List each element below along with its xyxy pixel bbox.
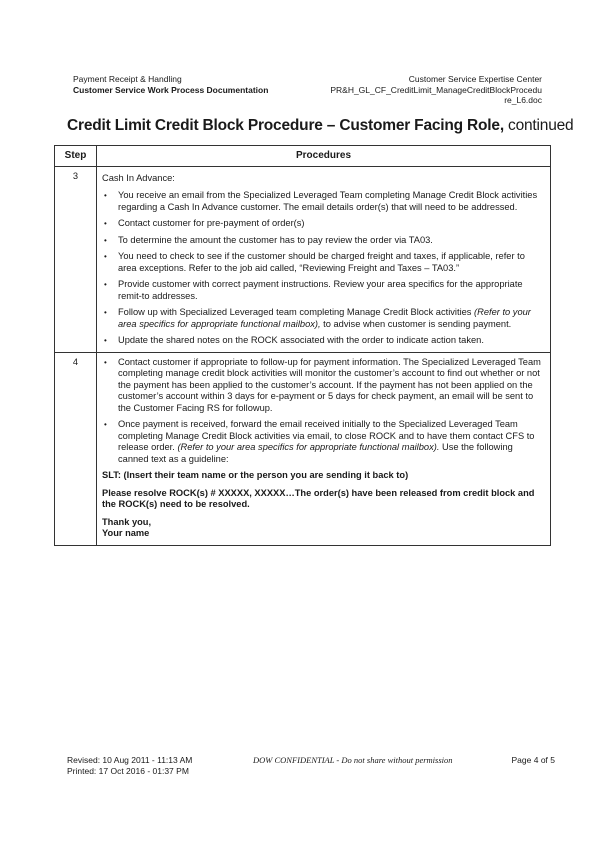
list-item [102, 307, 542, 330]
page-title [67, 117, 573, 135]
header-center-name: Customer Service Expertise Center [408, 74, 542, 84]
footer-dates [67, 755, 192, 777]
list-item [102, 419, 542, 465]
table-row [55, 166, 551, 352]
column-header-step: Step [55, 146, 97, 167]
list-item: • You receive an email from the Specialized Leveraged Team completing Manage Credit Block activities regarding a Cash In Advance customer. The email details order(s) that will need to be addressed. [102, 190, 542, 213]
canned-text-resolve: Please resolve ROCK(s) # XXXXX, XXXXX…The order(s) have been released from credit block and the ROCK(s) need to be resolved. [102, 487, 535, 509]
table-row [55, 352, 551, 545]
header-filename-cont: re_L6.doc [504, 95, 542, 105]
list-item-text: to advise when customer is sending payment. [320, 318, 512, 329]
page-title-continued: continued [503, 117, 574, 134]
footer-page-number: Page 4 of 5 [511, 755, 555, 765]
procedure-cell [97, 166, 551, 352]
table-header-row [55, 146, 551, 167]
header-filename: PR&H_GL_CF_CreditLimit_ManageCreditBlockProcedu [330, 84, 542, 95]
list-item: • Contact customer if appropriate to follow-up for payment information. The Specialized Leveraged Team completing manage credit block activities will monitor the customer’s account to find out whether or not the payment has been applied to the customer’s account. If the payment has not been applied on the customer’s account within 3 days for e-payment or 5 days for check payment, an email will be sent to the Customer Facing RS for followup. [102, 357, 542, 415]
procedure-list [102, 190, 542, 347]
canned-text-thanks: Thank you, [102, 516, 152, 527]
header-section-name: Payment Receipt & Handling [73, 74, 182, 84]
header-left [73, 74, 268, 95]
header-doc-type: Customer Service Work Process Documentation [73, 84, 269, 95]
footer-confidential: DOW CONFIDENTIAL - Do not share without permission [253, 755, 453, 765]
header-right [330, 74, 542, 106]
procedure-intro: Cash In Advance: [102, 172, 175, 183]
procedure-cell [97, 352, 551, 545]
canned-text-slt: SLT: (Insert their team name or the person you are sending it back to) [102, 470, 409, 480]
list-item: • Update the shared notes on the ROCK associated with the order to indicate action taken. [102, 335, 542, 347]
list-item-text: Once payment is received, forward the email received initially to the Specialized Leveraged Team completing Manage Credit Block activities via email, to close ROCK and to have them contact CFS to release order. [118, 419, 535, 452]
list-item: • To determine the amount the customer has to pay review the order via TA03. [102, 235, 542, 247]
procedure-table [54, 145, 551, 546]
procedure-list [102, 357, 542, 466]
list-item: • You need to check to see if the customer should be charged freight and taxes, if applicable, refer to area exceptions. Refer to the job aid called, “Reviewing Freight and Taxes – TA03.” [102, 251, 542, 274]
step-number: 3 [55, 166, 97, 352]
list-item-text: Use the following canned text as a guideline: [118, 442, 513, 464]
step-number: 4 [55, 352, 97, 545]
list-item-note: (Refer to your area specifics for appropriate functional mailbox), [118, 307, 531, 329]
canned-text-name: Your name [102, 528, 150, 538]
list-item-text: Follow up with Specialized Leveraged team completing Manage Credit Block activities [118, 307, 475, 317]
footer-revised: Revised: 10 Aug 2011 - 11:13 AM [67, 755, 193, 765]
list-item-note: (Refer to your area specifics for appropriate functional mailbox). [177, 442, 440, 452]
list-item: • Contact customer for pre-payment of order(s) [102, 218, 542, 230]
column-header-procedures: Procedures [97, 146, 551, 167]
footer-printed: Printed: 17 Oct 2016 - 01:37 PM [67, 766, 189, 776]
page-title-main: Credit Limit Credit Block Procedure – Customer Facing Role, [67, 117, 504, 134]
list-item: • Provide customer with correct payment instructions. Review your area specifics for the appropriate remit-to addresses. [102, 279, 542, 302]
